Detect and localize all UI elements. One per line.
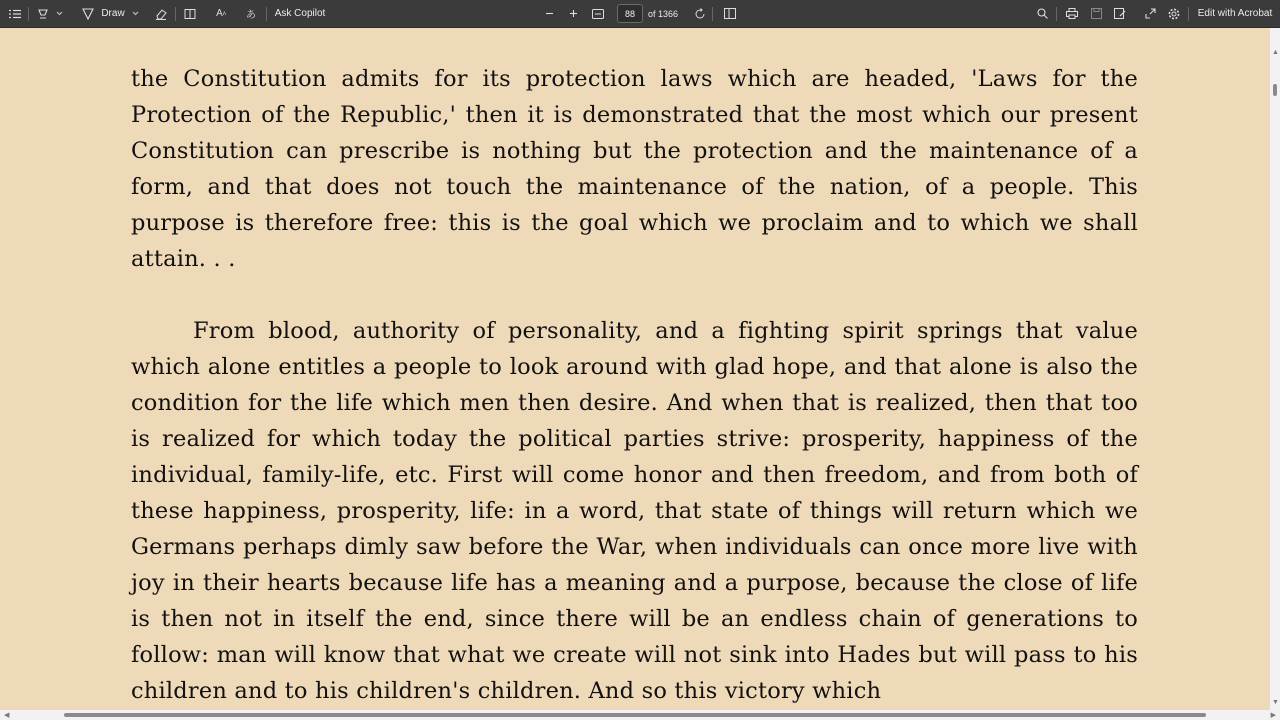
fit-page-icon[interactable] [590,0,606,27]
text-icon[interactable] [182,0,198,27]
read-aloud-icon[interactable]: A ʌ [216,8,226,19]
zoom-out-icon[interactable] [543,0,555,27]
page-number-input[interactable]: 88 [617,4,643,23]
edit-with-acrobat-button[interactable]: Edit with Acrobat [1197,8,1273,19]
save-as-icon[interactable] [1112,0,1128,27]
paragraph-1: the Constitution admits for its protection laws which are headed, 'Laws for the Protection of the Republic,' then it is demonstrated that the most which our present Constitution can prescribe is nothing but the protection and the maintenance of a form, and that does not touch the maintenance of the nation, of a people. This purpose is therefore free: this is the goal which we proclaim and to which we shall attain. . . [131,66,1138,272]
fullscreen-icon[interactable] [1142,0,1158,27]
rotate-icon[interactable] [692,0,708,27]
scroll-left-icon[interactable]: ◀ [4,712,10,719]
contents-icon[interactable] [6,0,24,27]
chevron-down-icon[interactable] [54,0,64,27]
page-total: of 1366 [647,8,679,19]
pdf-toolbar [0,0,1280,28]
ask-copilot-button[interactable]: Ask Copilot [274,8,326,19]
paragraph-2: From blood, authority of personality, and a fighting spirit springs that value which alone entitles a people to look around with glad hope, and that alone is also the condition for the life which men then desire. And when that is realized, then that too is realized for which today the political parties strive: prosperity, happiness of the individual, family-life, etc. First will come honor and then freedom, and from both of these happiness, prosperity, life: in a word, that state of things will return which we Germans perhaps dimly saw before the War, when individuals can once more live with joy in their hearts because life has a meaning and a purpose, because the close of life is then not in itself the end, since there will be an endless chain of generations to follow: man will know that what we create will not sink into Hades but will pass to his children and to his children's children. And so this victory which [131,318,1138,704]
page-view-icon[interactable] [722,0,738,27]
scroll-down-icon[interactable]: ▼ [1272,699,1279,706]
eraser-icon[interactable] [153,0,169,27]
highlight-icon[interactable] [35,0,51,27]
horizontal-scroll-thumb[interactable] [64,713,1206,717]
scroll-right-icon[interactable]: ▶ [1270,712,1276,719]
draw-icon[interactable] [80,0,96,27]
horizontal-scrollbar[interactable] [0,710,1280,720]
vertical-scrollbar[interactable] [1270,28,1280,710]
translate-icon[interactable]: あ [246,10,256,21]
pdf-page [0,28,1270,710]
draw-button[interactable]: Draw [101,8,125,19]
zoom-in-icon[interactable] [566,0,580,27]
search-icon[interactable] [1034,0,1050,27]
vertical-scroll-thumb[interactable] [1273,84,1277,96]
chevron-down-icon[interactable] [130,0,140,27]
scroll-up-icon[interactable]: ▲ [1272,49,1279,56]
print-icon[interactable] [1064,0,1080,27]
settings-icon[interactable] [1166,0,1182,27]
save-icon[interactable] [1088,0,1104,27]
